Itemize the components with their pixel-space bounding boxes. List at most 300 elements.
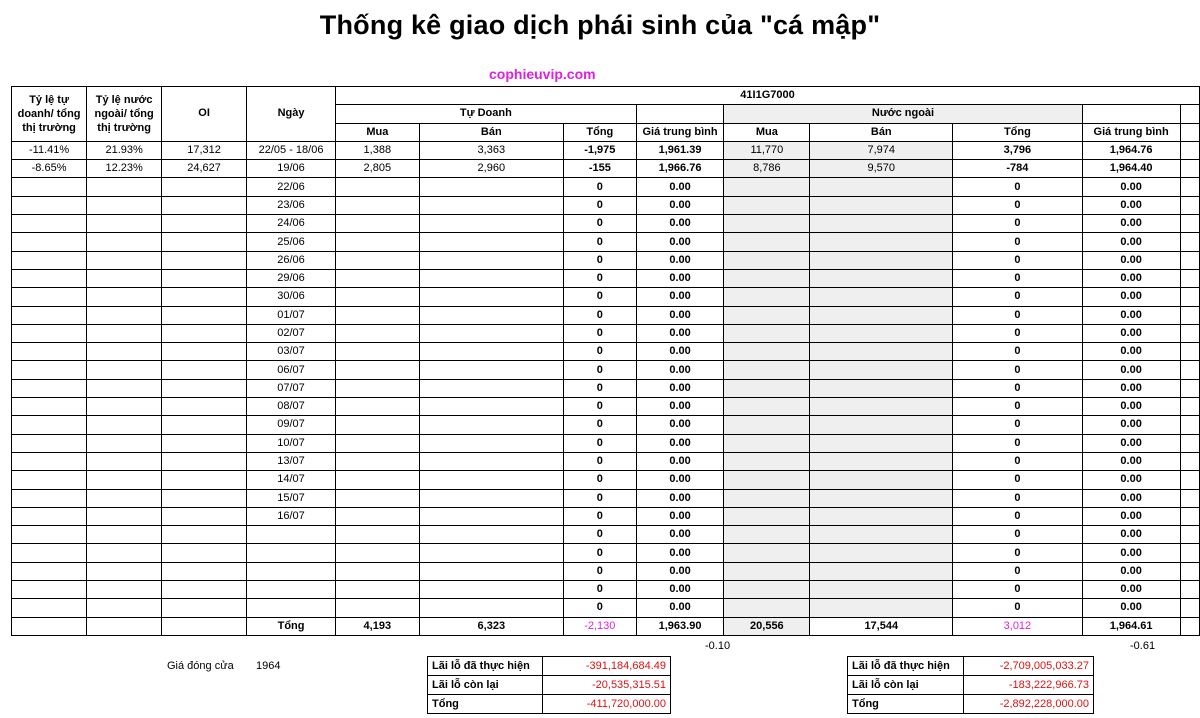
cell-nn-gia: 0.00 — [1082, 416, 1180, 434]
header-td-ban: Bán — [419, 123, 563, 141]
cell-oi — [162, 599, 247, 617]
pl-value: -183,222,966.73 — [964, 676, 1094, 695]
cell-td-mua — [336, 599, 420, 617]
cell-end — [1180, 233, 1199, 251]
cell-nn-ban — [810, 544, 953, 562]
cell-td-gia: 0.00 — [636, 269, 724, 287]
cell-date: 22/06 — [247, 178, 336, 196]
header-blank-4 — [1180, 123, 1199, 141]
cell-td-gia: 0.00 — [636, 178, 724, 196]
cell-nn-tong: 0 — [953, 178, 1082, 196]
cell-td-mua — [336, 361, 420, 379]
cell-end — [1180, 544, 1199, 562]
cell-nn-ban — [810, 361, 953, 379]
cell-oi — [162, 324, 247, 342]
header-nn-ban: Bán — [810, 123, 953, 141]
cell-td-ban — [419, 343, 563, 361]
cell-date: 08/07 — [247, 398, 336, 416]
cell-nn-tong: 0 — [953, 581, 1082, 599]
header-contract: 41I1G7000 — [336, 87, 1200, 105]
cell-td-tong: 0 — [563, 269, 636, 287]
cell-date: 22/05 - 18/06 — [247, 141, 336, 159]
cell-nn-mua — [724, 489, 810, 507]
cell-nn-tong: 0 — [953, 507, 1082, 525]
cell-td-ban — [419, 526, 563, 544]
cell-nn-gia: 1,964.40 — [1082, 160, 1180, 178]
cell-td-ban — [419, 178, 563, 196]
cell-nn-mua: 8,786 — [724, 160, 810, 178]
cell-oi — [162, 215, 247, 233]
cell-nn-gia: 0.00 — [1082, 489, 1180, 507]
cell-td-gia: 0.00 — [636, 434, 724, 452]
cell-nn-gia: 0.00 — [1082, 233, 1180, 251]
cell-td-tong: 0 — [563, 343, 636, 361]
cell-end — [1180, 306, 1199, 324]
cell-nn-tong: 0 — [953, 471, 1082, 489]
cell-date — [247, 562, 336, 580]
cell-ty-le-nuoc-ngoai — [87, 379, 162, 397]
cell-td-mua — [336, 544, 420, 562]
cell-oi — [162, 434, 247, 452]
cell-nn-gia: 0.00 — [1082, 452, 1180, 470]
cell-nn-ban — [810, 251, 953, 269]
cell-td-ban — [419, 288, 563, 306]
cell-end — [1180, 324, 1199, 342]
cell-td-tong: 0 — [563, 178, 636, 196]
cell-ty-le-nuoc-ngoai — [87, 215, 162, 233]
table-row — [12, 599, 1200, 617]
cell-nn-ban — [810, 416, 953, 434]
cell-oi — [162, 398, 247, 416]
cell-oi — [162, 562, 247, 580]
cell-end — [1180, 581, 1199, 599]
cell-nn-gia: 0.00 — [1082, 398, 1180, 416]
cell-date: 16/07 — [247, 507, 336, 525]
total-nn-gia: 1,964.61 — [1082, 617, 1180, 635]
cell-td-gia: 0.00 — [636, 507, 724, 525]
cell-end — [1180, 160, 1199, 178]
cell-nn-gia: 0.00 — [1082, 581, 1180, 599]
cell-nn-gia: 0.00 — [1082, 434, 1180, 452]
table-row — [12, 178, 1200, 196]
cell-td-gia: 0.00 — [636, 196, 724, 214]
pl-label: Lãi lỗ đã thực hiện — [848, 657, 964, 676]
cell-ty-le-tu-doanh — [12, 269, 87, 287]
cell-nn-mua — [724, 324, 810, 342]
cell-ty-le-nuoc-ngoai — [87, 507, 162, 525]
total-td-gia: 1,963.90 — [636, 617, 724, 635]
cell-td-gia: 1,966.76 — [636, 160, 724, 178]
site-link[interactable]: cophieuvip.com — [489, 66, 596, 82]
cell-td-ban — [419, 398, 563, 416]
cell-nn-mua — [724, 471, 810, 489]
cell-nn-gia: 0.00 — [1082, 379, 1180, 397]
cell-td-mua — [336, 306, 420, 324]
cell-end — [1180, 251, 1199, 269]
header-ty-le-tu-doanh: Tỷ lệ tự doanh/ tổng thị trường — [12, 87, 87, 142]
cell-td-ban: 3,363 — [419, 141, 563, 159]
table-row — [12, 233, 1200, 251]
cell-nn-gia: 0.00 — [1082, 288, 1180, 306]
cell-nn-ban — [810, 526, 953, 544]
cell-td-mua — [336, 215, 420, 233]
table-row — [12, 452, 1200, 470]
cell-nn-ban — [810, 398, 953, 416]
cell-td-ban — [419, 562, 563, 580]
cell-end — [1180, 288, 1199, 306]
total-row — [12, 617, 1200, 635]
total-nn-ban: 17,544 — [810, 617, 953, 635]
cell-nn-ban — [810, 452, 953, 470]
cell-td-tong: 0 — [563, 196, 636, 214]
cell-oi: 24,627 — [162, 160, 247, 178]
cell-ty-le-tu-doanh — [12, 233, 87, 251]
header-nn-mua: Mua — [724, 123, 810, 141]
cell-nn-tong: -784 — [953, 160, 1082, 178]
cell-ty-le-nuoc-ngoai — [87, 233, 162, 251]
cell-nn-ban — [810, 581, 953, 599]
cell-nn-mua — [724, 288, 810, 306]
cell-nn-mua — [724, 196, 810, 214]
cell-nn-mua — [724, 599, 810, 617]
cell-td-mua — [336, 562, 420, 580]
cell-td-tong: 0 — [563, 581, 636, 599]
cell-oi — [162, 343, 247, 361]
cell-nn-tong: 0 — [953, 544, 1082, 562]
cell-td-ban — [419, 196, 563, 214]
cell-nn-ban — [810, 471, 953, 489]
cell-ty-le-nuoc-ngoai — [87, 526, 162, 544]
cell-nn-ban — [810, 379, 953, 397]
total-nn-mua: 20,556 — [724, 617, 810, 635]
cell-oi — [162, 452, 247, 470]
cell-td-ban — [419, 379, 563, 397]
cell-td-ban — [419, 324, 563, 342]
cell-ty-le-nuoc-ngoai — [87, 324, 162, 342]
cell-nn-gia: 0.00 — [1082, 306, 1180, 324]
cell-nn-tong: 0 — [953, 434, 1082, 452]
total-cell-end — [1180, 617, 1199, 635]
page-title: Thống kê giao dịch phái sinh của "cá mập" — [319, 10, 881, 40]
cell-td-ban — [419, 306, 563, 324]
cell-ty-le-tu-doanh — [12, 416, 87, 434]
cell-nn-mua — [724, 215, 810, 233]
pl-value: -391,184,684.49 — [543, 657, 671, 676]
cell-td-gia: 0.00 — [636, 489, 724, 507]
cell-td-mua — [336, 434, 420, 452]
header-blank-1 — [636, 105, 724, 123]
cell-date: 25/06 — [247, 233, 336, 251]
cell-ty-le-tu-doanh — [12, 343, 87, 361]
cell-oi — [162, 416, 247, 434]
header-ngay: Ngày — [247, 87, 336, 142]
cell-date: 23/06 — [247, 196, 336, 214]
cell-ty-le-tu-doanh — [12, 471, 87, 489]
total-td-tong: -2,130 — [563, 617, 636, 635]
cell-date — [247, 599, 336, 617]
cell-td-mua — [336, 379, 420, 397]
cell-oi — [162, 269, 247, 287]
table-row — [12, 581, 1200, 599]
cell-end — [1180, 343, 1199, 361]
pl-value: -2,709,005,033.27 — [964, 657, 1094, 676]
cell-td-ban: 2,960 — [419, 160, 563, 178]
table-row — [12, 526, 1200, 544]
close-price-value: 1964 — [256, 660, 281, 672]
header-tu-doanh: Tự Doanh — [336, 105, 637, 123]
cell-td-mua — [336, 288, 420, 306]
cell-nn-mua — [724, 306, 810, 324]
cell-oi — [162, 233, 247, 251]
cell-nn-tong: 3,796 — [953, 141, 1082, 159]
cell-nn-gia: 0.00 — [1082, 196, 1180, 214]
cell-nn-mua — [724, 434, 810, 452]
cell-date: 09/07 — [247, 416, 336, 434]
cell-ty-le-nuoc-ngoai — [87, 452, 162, 470]
cell-nn-tong: 0 — [953, 306, 1082, 324]
derivatives-table — [11, 86, 1200, 636]
cell-td-gia: 0.00 — [636, 288, 724, 306]
pl-row — [848, 657, 1094, 676]
cell-ty-le-nuoc-ngoai — [87, 544, 162, 562]
cell-ty-le-nuoc-ngoai: 21.93% — [87, 141, 162, 159]
cell-nn-tong: 0 — [953, 379, 1082, 397]
cell-end — [1180, 178, 1199, 196]
cell-td-mua — [336, 269, 420, 287]
header-oi: OI — [162, 87, 247, 142]
cell-end — [1180, 526, 1199, 544]
table-row — [12, 507, 1200, 525]
pl-row — [848, 676, 1094, 695]
pl-row — [428, 657, 671, 676]
cell-date: 03/07 — [247, 343, 336, 361]
cell-td-gia: 0.00 — [636, 251, 724, 269]
table-row — [12, 269, 1200, 287]
cell-date: 13/07 — [247, 452, 336, 470]
cell-nn-gia: 0.00 — [1082, 361, 1180, 379]
cell-nn-mua — [724, 178, 810, 196]
cell-td-ban — [419, 452, 563, 470]
cell-td-ban — [419, 215, 563, 233]
cell-oi — [162, 306, 247, 324]
table-row — [12, 379, 1200, 397]
cell-td-gia: 0.00 — [636, 324, 724, 342]
cell-nn-ban — [810, 215, 953, 233]
cell-td-mua — [336, 471, 420, 489]
cell-td-gia: 1,961.39 — [636, 141, 724, 159]
cell-td-gia: 0.00 — [636, 562, 724, 580]
cell-nn-gia: 0.00 — [1082, 269, 1180, 287]
pl-value: -411,720,000.00 — [543, 695, 671, 714]
cell-oi — [162, 288, 247, 306]
table-row — [12, 398, 1200, 416]
cell-td-mua — [336, 343, 420, 361]
pl-value: -20,535,315.51 — [543, 676, 671, 695]
cell-td-gia: 0.00 — [636, 361, 724, 379]
cell-nn-mua — [724, 507, 810, 525]
cell-td-tong: 0 — [563, 288, 636, 306]
cell-nn-tong: 0 — [953, 343, 1082, 361]
cell-end — [1180, 379, 1199, 397]
total-label: Tổng — [247, 617, 336, 635]
cell-oi — [162, 544, 247, 562]
cell-oi — [162, 471, 247, 489]
cell-oi — [162, 526, 247, 544]
cell-td-mua — [336, 526, 420, 544]
cell-nn-gia: 0.00 — [1082, 324, 1180, 342]
cell-td-tong: 0 — [563, 507, 636, 525]
cell-nn-gia: 0.00 — [1082, 599, 1180, 617]
cell-date: 06/07 — [247, 361, 336, 379]
cell-td-mua — [336, 489, 420, 507]
pl-row — [428, 695, 671, 714]
cell-date — [247, 544, 336, 562]
pl-label: Lãi lỗ đã thực hiện — [428, 657, 543, 676]
cell-nn-mua — [724, 251, 810, 269]
cell-ty-le-tu-doanh — [12, 489, 87, 507]
cell-nn-ban: 7,974 — [810, 141, 953, 159]
header-nn-tong: Tổng — [953, 123, 1082, 141]
cell-ty-le-tu-doanh — [12, 562, 87, 580]
cell-date: 01/07 — [247, 306, 336, 324]
cell-ty-le-tu-doanh — [12, 581, 87, 599]
cell-end — [1180, 416, 1199, 434]
cell-nn-mua — [724, 416, 810, 434]
table-row — [12, 160, 1200, 178]
cell-ty-le-nuoc-ngoai — [87, 196, 162, 214]
cell-td-mua: 1,388 — [336, 141, 420, 159]
cell-date: 02/07 — [247, 324, 336, 342]
cell-ty-le-tu-doanh: -11.41% — [12, 141, 87, 159]
total-cell-r1 — [12, 617, 87, 635]
cell-oi — [162, 251, 247, 269]
cell-td-ban — [419, 489, 563, 507]
cell-td-gia: 0.00 — [636, 306, 724, 324]
cell-ty-le-nuoc-ngoai — [87, 581, 162, 599]
cell-td-gia: 0.00 — [636, 544, 724, 562]
table-row — [12, 306, 1200, 324]
cell-td-mua — [336, 398, 420, 416]
total-td-mua: 4,193 — [336, 617, 420, 635]
pl-table-nuoc-ngoai — [847, 656, 1094, 714]
cell-td-gia: 0.00 — [636, 599, 724, 617]
cell-nn-tong: 0 — [953, 489, 1082, 507]
cell-date: 07/07 — [247, 379, 336, 397]
cell-td-tong: 0 — [563, 599, 636, 617]
cell-nn-tong: 0 — [953, 361, 1082, 379]
pl-label: Tổng — [848, 695, 964, 714]
header-td-gia: Giá trung bình — [636, 123, 724, 141]
cell-ty-le-tu-doanh — [12, 288, 87, 306]
cell-nn-tong: 0 — [953, 452, 1082, 470]
cell-nn-mua: 11,770 — [724, 141, 810, 159]
cell-td-gia: 0.00 — [636, 526, 724, 544]
cell-td-ban — [419, 251, 563, 269]
cell-td-tong: 0 — [563, 398, 636, 416]
cell-oi — [162, 581, 247, 599]
cell-nn-ban — [810, 489, 953, 507]
cell-end — [1180, 599, 1199, 617]
cell-ty-le-tu-doanh: -8.65% — [12, 160, 87, 178]
total-td-ban: 6,323 — [419, 617, 563, 635]
cell-end — [1180, 269, 1199, 287]
cell-nn-mua — [724, 452, 810, 470]
cell-end — [1180, 489, 1199, 507]
cell-nn-ban: 9,570 — [810, 160, 953, 178]
cell-oi — [162, 489, 247, 507]
total-cell-oi — [162, 617, 247, 635]
cell-nn-tong: 0 — [953, 233, 1082, 251]
cell-nn-mua — [724, 398, 810, 416]
table-row — [12, 141, 1200, 159]
pl-label: Lãi lỗ còn lại — [428, 676, 543, 695]
cell-nn-mua — [724, 269, 810, 287]
cell-td-gia: 0.00 — [636, 379, 724, 397]
cell-td-ban — [419, 581, 563, 599]
cell-oi — [162, 196, 247, 214]
cell-end — [1180, 507, 1199, 525]
cell-td-mua — [336, 233, 420, 251]
cell-end — [1180, 361, 1199, 379]
cell-end — [1180, 398, 1199, 416]
cell-end — [1180, 471, 1199, 489]
cell-end — [1180, 452, 1199, 470]
cell-ty-le-tu-doanh — [12, 452, 87, 470]
cell-ty-le-tu-doanh — [12, 526, 87, 544]
cell-nn-tong: 0 — [953, 599, 1082, 617]
cell-nn-gia: 0.00 — [1082, 562, 1180, 580]
cell-ty-le-nuoc-ngoai — [87, 599, 162, 617]
cell-td-tong: 0 — [563, 379, 636, 397]
cell-date — [247, 581, 336, 599]
table-row — [12, 343, 1200, 361]
cell-date: 10/07 — [247, 434, 336, 452]
cell-nn-tong: 0 — [953, 416, 1082, 434]
cell-td-gia: 0.00 — [636, 215, 724, 233]
cell-nn-mua — [724, 233, 810, 251]
cell-td-gia: 0.00 — [636, 233, 724, 251]
cell-ty-le-nuoc-ngoai — [87, 343, 162, 361]
cell-td-mua — [336, 196, 420, 214]
cell-nn-gia: 0.00 — [1082, 544, 1180, 562]
pl-label: Tổng — [428, 695, 543, 714]
cell-nn-ban — [810, 324, 953, 342]
cell-td-tong: 0 — [563, 526, 636, 544]
cell-ty-le-nuoc-ngoai — [87, 361, 162, 379]
header-nuoc-ngoai: Nước ngoài — [724, 105, 1082, 123]
cell-oi: 17,312 — [162, 141, 247, 159]
cell-td-ban — [419, 507, 563, 525]
header-blank-3 — [1180, 105, 1199, 123]
cell-td-tong: 0 — [563, 306, 636, 324]
cell-date: 26/06 — [247, 251, 336, 269]
close-price-label: Giá đóng cửa — [167, 660, 234, 672]
table-row — [12, 324, 1200, 342]
cell-nn-gia: 1,964.76 — [1082, 141, 1180, 159]
cell-td-tong: 0 — [563, 434, 636, 452]
cell-ty-le-tu-doanh — [12, 178, 87, 196]
cell-ty-le-tu-doanh — [12, 507, 87, 525]
cell-td-tong: -1,975 — [563, 141, 636, 159]
table-row — [12, 251, 1200, 269]
cell-nn-ban — [810, 562, 953, 580]
table-row — [12, 215, 1200, 233]
cell-nn-ban — [810, 434, 953, 452]
cell-td-ban — [419, 233, 563, 251]
cell-td-tong: 0 — [563, 233, 636, 251]
cell-td-ban — [419, 434, 563, 452]
cell-ty-le-nuoc-ngoai — [87, 471, 162, 489]
